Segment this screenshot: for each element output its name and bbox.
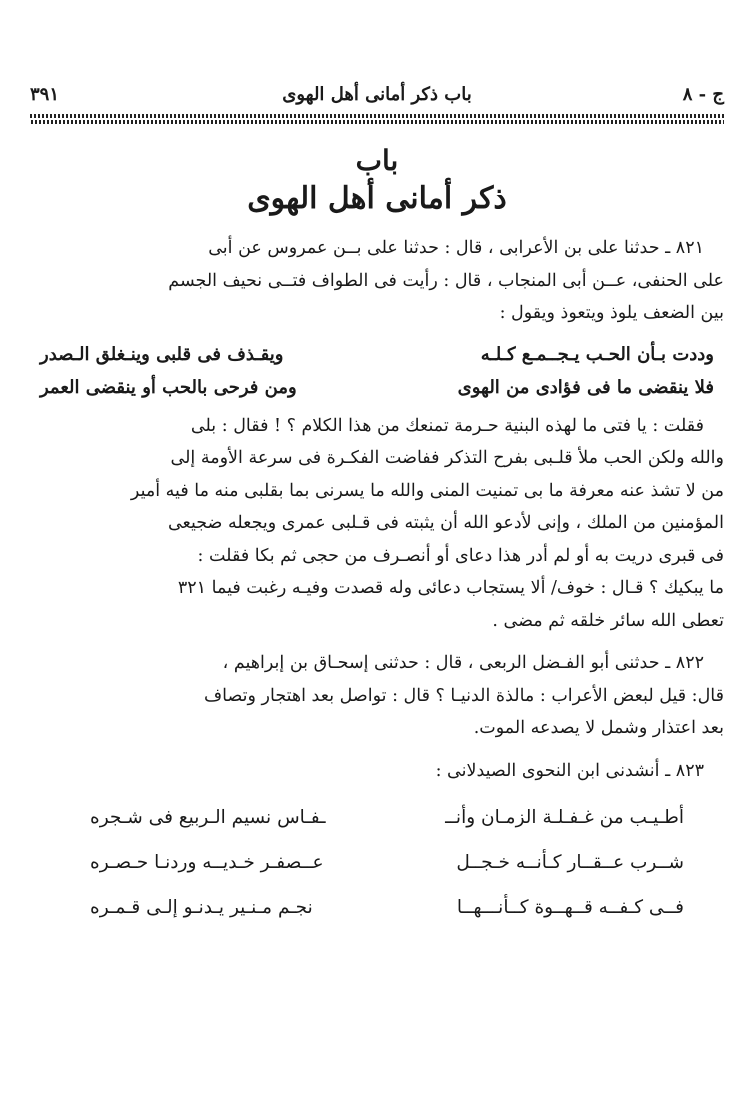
text-line: والله ولكن الحب ملأ قلـبى بفرح التذكر ففاضت الفكـرة فى سرعة الأومة إلى — [170, 448, 724, 468]
verse-line — [30, 338, 724, 371]
page-number: ٣٩١ — [30, 84, 60, 105]
text-line: ٨٢١ ـ حدثنا على بن الأعرابى ، قال : حدثنا على بــن عمروس عن أبى — [208, 238, 704, 258]
text-line: قال: قيل لبعض الأعراب : مالذة الدنيـا ؟ قال : تواصل بعد اهتجار وتصاف — [204, 685, 724, 706]
chapter-heading — [30, 144, 724, 220]
verse-line — [30, 885, 724, 930]
verse-first-hemistich: فلا ينقضى ما فى فؤادى من الهوى — [457, 376, 714, 398]
text-line: تعطى الله سائر خلقه ثم مضى . — [492, 610, 724, 631]
verse-line — [30, 795, 724, 840]
text-line: من لا تشذ عنه معرفة ما بى تمنيت المنى والله ما يسرنى بما بقلبى منه ما فيه أمير — [130, 480, 724, 501]
verse-first-hemistich: فــى كـفــه قــهــوة كــأنـــهــا — [456, 897, 684, 918]
text-line: على الحنفى، عــن أبى المنجاب ، قال : رأيت فى الطواف فتــى نحيف الجسم — [168, 270, 724, 291]
book-page — [30, 80, 724, 936]
verse-line — [30, 371, 724, 404]
chapter-word: باب — [355, 144, 399, 177]
verse-second-hemistich: ـفـاس نسيم الـربيع فى شـجره — [90, 807, 326, 828]
text-line: المؤمنين من الملك ، وإنى لأدعو الله أن يثبته فى قـلبى عمرى ويجعله ضجيعى — [167, 513, 724, 533]
report-823: ٨٢٣ ـ أنشدنى ابن النحوى الصيدلانى : — [435, 760, 704, 781]
verse-second-hemistich: ومن فرحى بالحب أو ينقضى العمر — [40, 376, 297, 398]
running-title: باب ذكر أمانى أهل الهوى — [282, 84, 472, 105]
text-line: ما يبكيك ؟ قـال : خوف/ ألا يستجاب دعائى وله قصدت وفيـه رغبت فيما ٣٢١ — [177, 578, 724, 598]
report-822 — [30, 647, 724, 745]
header-ornamental-rule — [30, 114, 724, 124]
verse-second-hemistich: ويقـذف فى قلبى وينـغلق الـصدر — [40, 343, 284, 365]
text-line: ٨٢٢ ـ حدثنى أبو الفـضل الربعى ، قال : حدثنى إسحـاق بن إبراهيم ، — [222, 653, 704, 673]
verse-line — [30, 840, 724, 885]
running-header — [30, 80, 724, 110]
report-821 — [30, 232, 724, 330]
verse-first-hemistich: شــرب عــقــار كـأنــه خـجــل — [456, 852, 684, 873]
poem-821 — [30, 338, 724, 404]
spacer — [30, 637, 724, 647]
verse-first-hemistich: وددت بـأن الحـب يـجــمـع كـلـه — [480, 343, 714, 365]
verse-first-hemistich: أطـيـب من غـفـلـة الزمـان وأنــ — [445, 807, 684, 828]
text-line: فى قبرى دريت به أو لم أدر هذا دعاى أو أنصـرف من حجى ثم بكا فقلت : — [197, 545, 724, 566]
spacer — [30, 745, 724, 755]
volume-label: ج - ٨ — [682, 84, 724, 105]
text-line: فقلت : يا فتى ما لهذه البنية حـرمة تمنعك من هذا الكلام ؟ ! فقال : بلى — [190, 415, 704, 436]
text-line: بين الضعف يلوذ ويتعوذ ويقول : — [499, 303, 724, 323]
verse-second-hemistich: نجـم مـنـير يـدنـو إلـى قـمـره — [90, 897, 313, 918]
verse-second-hemistich: عــصفـر خـديــه وردنـا حـصـره — [90, 852, 324, 873]
chapter-title: ذكر أمانى أهل الهوى — [247, 181, 507, 216]
report-821-continued — [30, 410, 724, 638]
poem-823 — [30, 795, 724, 930]
text-line: بعد اعتذار وشمل لا يصدعه الموت. — [473, 718, 724, 738]
